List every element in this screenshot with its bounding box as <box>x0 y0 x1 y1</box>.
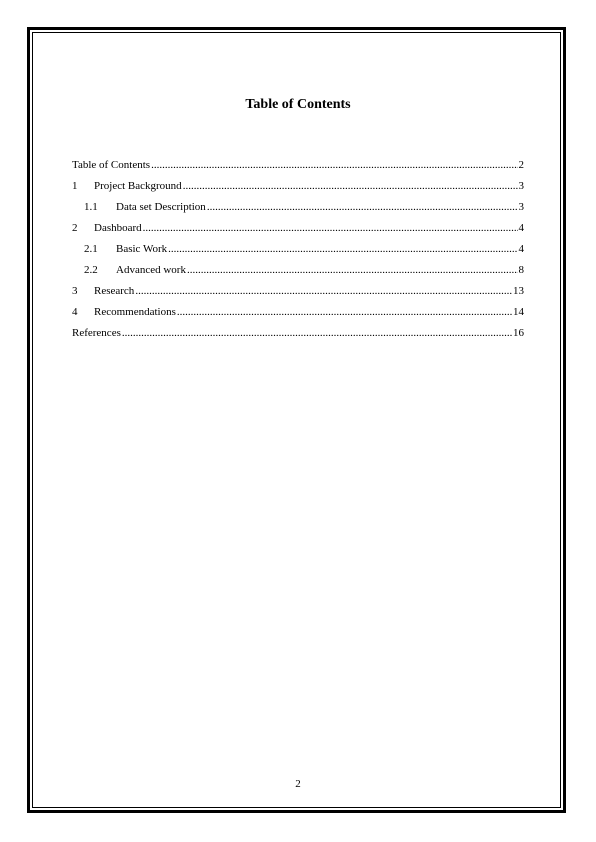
toc-entry-label: Project Background <box>94 180 182 192</box>
toc-entry-advanced-work[interactable] <box>72 262 524 283</box>
toc-entry-page: 13 <box>513 285 524 297</box>
toc-entry-references[interactable] <box>72 325 524 346</box>
toc-entry-label: Research <box>94 285 135 297</box>
toc-entry-page: 4 <box>518 222 524 234</box>
toc-leader-dots <box>207 199 518 215</box>
toc-entry-number: 3 <box>72 285 78 297</box>
toc-entry-table-of-contents[interactable] <box>72 157 524 178</box>
toc-entry-number: 1.1 <box>84 201 98 213</box>
toc-entry-dashboard[interactable] <box>72 220 524 241</box>
toc-entry-label: Table of Contents <box>72 159 151 171</box>
toc-entry-label: References <box>72 327 121 339</box>
toc-entry-label: Dashboard <box>94 222 142 234</box>
toc-entry-number: 1 <box>72 180 78 192</box>
toc-leader-dots <box>187 262 518 278</box>
table-of-contents <box>72 157 524 346</box>
toc-leader-dots <box>135 283 512 299</box>
toc-entry-page: 3 <box>518 180 524 192</box>
toc-entry-label: Basic Work <box>116 243 168 255</box>
toc-entry-page: 14 <box>513 306 524 318</box>
toc-entry-basic-work[interactable] <box>72 241 524 262</box>
toc-entry-project-background[interactable] <box>72 178 524 199</box>
toc-leader-dots <box>143 220 518 236</box>
toc-entry-page: 3 <box>518 201 524 213</box>
toc-entry-page: 16 <box>513 327 524 339</box>
toc-leader-dots <box>177 304 512 320</box>
toc-entry-number: 2.1 <box>84 243 98 255</box>
toc-entry-label: Advanced work <box>116 264 186 276</box>
footer-page-number: 2 <box>295 778 301 790</box>
toc-entry-number: 2 <box>72 222 78 234</box>
toc-entry-recommendations[interactable] <box>72 304 524 325</box>
toc-leader-dots <box>151 157 517 173</box>
toc-heading: Table of Contents <box>245 97 351 112</box>
toc-leader-dots <box>122 325 512 341</box>
toc-leader-dots <box>183 178 518 194</box>
toc-entry-data-set-description[interactable] <box>72 199 524 220</box>
toc-entry-research[interactable] <box>72 283 524 304</box>
toc-entry-number: 4 <box>72 306 78 318</box>
toc-entry-label: Data set Description <box>116 201 206 213</box>
toc-entry-number: 2.2 <box>84 264 98 276</box>
toc-entry-page: 8 <box>518 264 524 276</box>
toc-entry-page: 4 <box>518 243 524 255</box>
toc-entry-page: 2 <box>518 159 524 171</box>
toc-entry-label: Recommendations <box>94 306 176 318</box>
page-border-inner <box>32 32 561 808</box>
toc-leader-dots <box>168 241 517 257</box>
